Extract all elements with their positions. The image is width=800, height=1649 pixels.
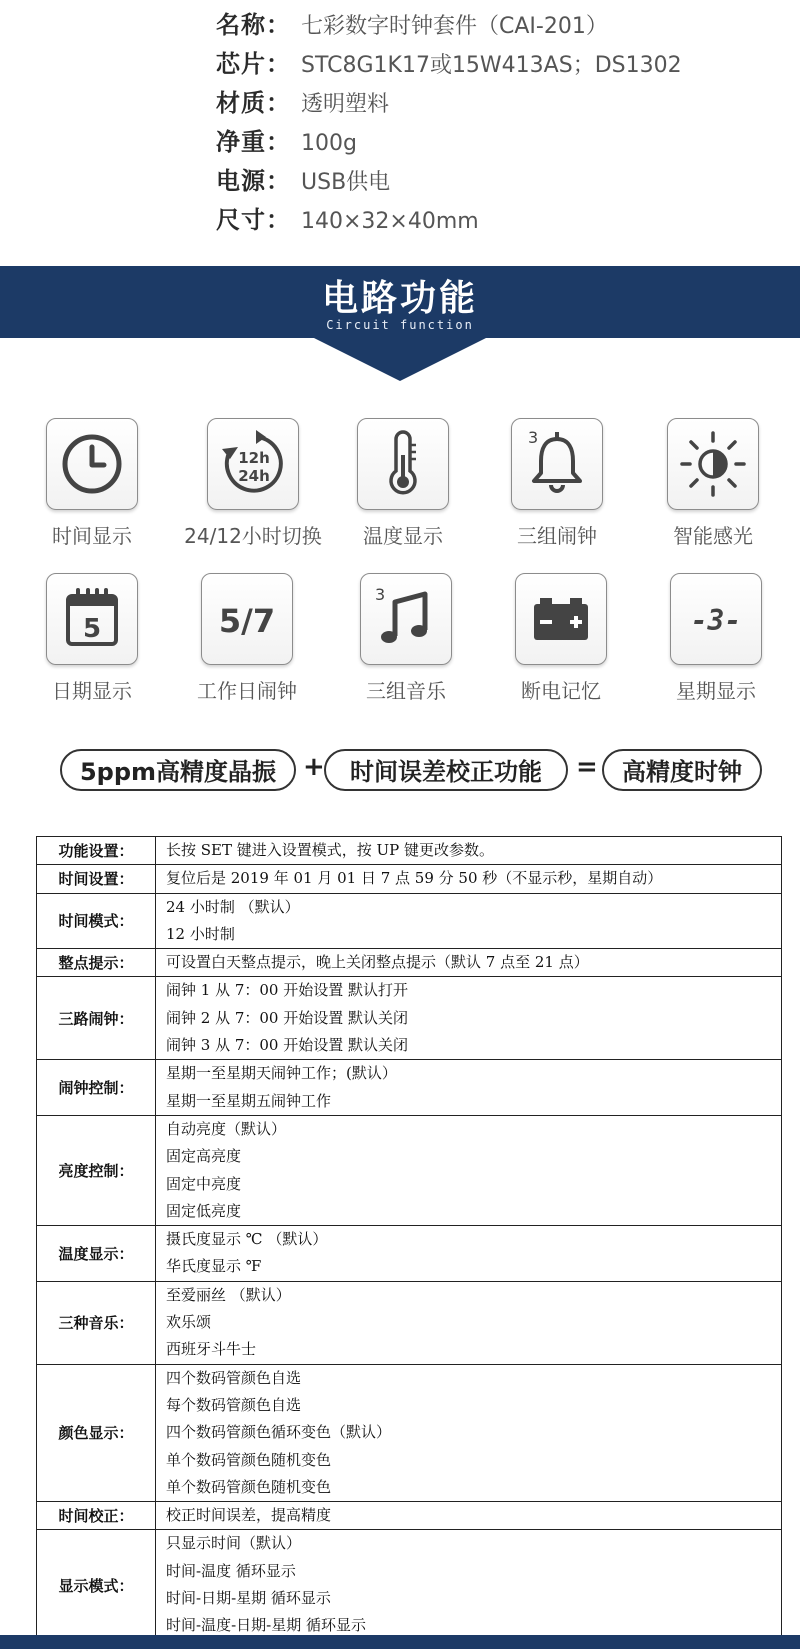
setting-key: 颜色显示： [37, 1364, 156, 1501]
workday-icon [202, 574, 292, 664]
table-row [37, 1060, 782, 1116]
setting-key: 三路闹钟： [37, 977, 156, 1060]
equation-plus: + [303, 752, 325, 782]
setting-line: 固定中亮度 [166, 1174, 242, 1193]
setting-line: 四个数码管颜色自选 [166, 1368, 302, 1387]
feature-workday-alarm [172, 573, 322, 704]
table-row [37, 837, 782, 865]
setting-values [156, 1364, 782, 1501]
setting-values [156, 949, 782, 977]
setting-line: 时间-温度 循环显示 [166, 1561, 296, 1580]
table-row [37, 893, 782, 949]
icon-tile [667, 418, 759, 510]
setting-key: 显示模式： [37, 1530, 156, 1640]
equation-crystal: 5ppm高精度晶振 [60, 749, 296, 791]
feature-label: 温度显示 [363, 524, 443, 548]
setting-line: 12 小时制 [166, 924, 235, 943]
12h-24h-icon [208, 419, 298, 509]
setting-values [156, 1502, 782, 1530]
setting-key: 闹钟控制： [37, 1060, 156, 1116]
feature-label: 断电记忆 [521, 679, 601, 703]
spec-key: 电源： [216, 167, 291, 195]
setting-values [156, 1530, 782, 1640]
feature-label: 时间显示 [52, 524, 132, 548]
banner-pointer [312, 337, 488, 381]
setting-key: 时间设置： [37, 865, 156, 893]
feature-label: 日期显示 [52, 679, 132, 703]
icon-tile [207, 418, 299, 510]
table-row [37, 1364, 782, 1501]
table-row [37, 949, 782, 977]
icon-tile [46, 418, 138, 510]
bell-icon [512, 419, 602, 509]
setting-line: 闹钟 1 从 7：00 开始设置 默认打开 [166, 981, 409, 1000]
table-row [37, 977, 782, 1060]
bottom-banner-edge [0, 1635, 800, 1649]
spec-value: 七彩数字时钟套件（CAI-201） [301, 14, 608, 39]
table-row [37, 1530, 782, 1640]
icon-tile [46, 573, 138, 665]
setting-line: 校正时间误差，提高精度 [166, 1506, 332, 1525]
setting-line: 固定高亮度 [166, 1147, 242, 1166]
spec-value: 140×32×40mm [301, 209, 479, 234]
spec-list [216, 6, 682, 240]
spec-value: STC8G1K17或15W413AS；DS1302 [301, 53, 682, 78]
setting-line: 闹钟 2 从 7：00 开始设置 默认关闭 [166, 1008, 409, 1027]
feature-label: 24/12小时切换 [184, 524, 322, 548]
thermometer-icon [358, 419, 448, 509]
setting-line: 西班牙斗牛士 [166, 1340, 257, 1359]
setting-line: 至爱丽丝 （默认） [166, 1285, 291, 1304]
setting-values [156, 893, 782, 949]
setting-key: 整点提示： [37, 949, 156, 977]
setting-key: 亮度控制： [37, 1115, 156, 1225]
spec-key: 材质： [216, 89, 291, 117]
calendar-day: 5 [82, 614, 102, 644]
brightness-icon [668, 419, 758, 509]
feature-label: 工作日闹钟 [197, 679, 297, 703]
spec-row [216, 6, 682, 45]
icon-tile [515, 573, 607, 665]
setting-values [156, 1060, 782, 1116]
calendar-icon [47, 574, 137, 664]
spec-value: USB供电 [301, 170, 391, 195]
setting-values [156, 1115, 782, 1225]
spec-row [216, 45, 682, 84]
feature-label: 三组闹钟 [517, 524, 597, 548]
spec-row [216, 162, 682, 201]
feature-label: 智能感光 [673, 524, 753, 548]
setting-line: 四个数码管颜色循环变色（默认） [166, 1423, 392, 1442]
equation-result: 高精度时钟 [602, 749, 762, 791]
setting-values [156, 837, 782, 865]
clock-icon [47, 419, 137, 509]
section-subtitle: Circuit function [326, 318, 474, 332]
spec-value: 透明塑料 [301, 92, 390, 117]
setting-line: 固定低亮度 [166, 1201, 242, 1220]
setting-values [156, 865, 782, 893]
icon-tile [360, 573, 452, 665]
music-count-badge: 3 [375, 585, 386, 604]
alarm-count-badge: 3 [528, 428, 539, 447]
setting-key: 三种音乐： [37, 1281, 156, 1364]
workday-text: 5/7 [218, 602, 276, 640]
feature-label: 星期显示 [676, 679, 756, 703]
feature-temperature [328, 418, 478, 549]
feature-power-memory [486, 573, 636, 704]
setting-line: 只显示时间（默认） [166, 1534, 302, 1553]
feature-date-display [17, 573, 167, 704]
feature-light-sensing [638, 418, 788, 549]
setting-line: 复位后是 2019 年 01 月 01 日 7 点 59 分 50 秒（不显示秒，星期自动） [166, 869, 663, 888]
setting-line: 欢乐颂 [166, 1313, 212, 1332]
setting-line: 星期一至星期天闹钟工作；(默认） [166, 1064, 397, 1083]
feature-three-music [331, 573, 481, 704]
spec-row [216, 123, 682, 162]
setting-key: 温度显示： [37, 1226, 156, 1282]
setting-line: 摄氏度显示 ℃ （默认） [166, 1230, 328, 1249]
setting-line: 闹钟 3 从 7：00 开始设置 默认关闭 [166, 1036, 409, 1055]
setting-line: 单个数码管颜色随机变色 [166, 1477, 332, 1496]
setting-key: 时间校正： [37, 1502, 156, 1530]
spec-key: 名称： [216, 11, 291, 39]
setting-line: 每个数码管颜色自选 [166, 1395, 302, 1414]
feature-time-display [17, 418, 167, 549]
spec-key: 芯片： [216, 50, 291, 78]
feature-12-24-switch [178, 418, 328, 549]
spec-value: 100g [301, 131, 357, 156]
equation-equals: = [576, 752, 598, 782]
table-row [37, 1115, 782, 1225]
spec-row [216, 84, 682, 123]
setting-line: 华氏度显示 ℉ [166, 1257, 262, 1276]
table-row [37, 1226, 782, 1282]
setting-line: 星期一至星期五闹钟工作 [166, 1091, 332, 1110]
spec-row [216, 201, 682, 240]
setting-line: 单个数码管颜色随机变色 [166, 1450, 332, 1469]
section-title: 电路功能 [321, 278, 478, 319]
table-row [37, 1281, 782, 1364]
icon-tile [511, 418, 603, 510]
setting-line: 自动亮度（默认） [166, 1119, 287, 1138]
settings-table [36, 836, 782, 1641]
feature-three-alarms [482, 418, 632, 549]
feature-label: 三组音乐 [366, 679, 446, 703]
seven-segment-icon [671, 574, 761, 664]
setting-line: 可设置白天整点提示，晚上关闭整点提示（默认 7 点至 21 点） [166, 953, 589, 972]
equation-correction: 时间误差校正功能 [324, 749, 568, 791]
setting-values [156, 977, 782, 1060]
setting-line: 长按 SET 键进入设置模式，按 UP 键更改参数。 [166, 841, 495, 859]
icon-tile [357, 418, 449, 510]
setting-key: 时间模式： [37, 893, 156, 949]
setting-values [156, 1281, 782, 1364]
setting-line: 时间-温度-日期-星期 循环显示 [166, 1616, 366, 1635]
table-row [37, 865, 782, 893]
icon-tile [670, 573, 762, 665]
setting-line: 24 小时制 （默认） [166, 897, 300, 916]
segment-text: -3- [690, 604, 742, 637]
table-row [37, 1502, 782, 1530]
icon-tile [201, 573, 293, 665]
icon-text-12h: 12h [238, 449, 270, 467]
spec-key: 净重： [216, 128, 291, 156]
music-note-icon [361, 574, 451, 664]
setting-line: 时间-日期-星期 循环显示 [166, 1589, 331, 1608]
setting-values [156, 1226, 782, 1282]
icon-text-24h: 24h [238, 467, 270, 485]
battery-icon [516, 574, 606, 664]
setting-key: 功能设置： [37, 837, 156, 865]
spec-key: 尺寸： [216, 206, 291, 234]
feature-week-display [641, 573, 791, 704]
